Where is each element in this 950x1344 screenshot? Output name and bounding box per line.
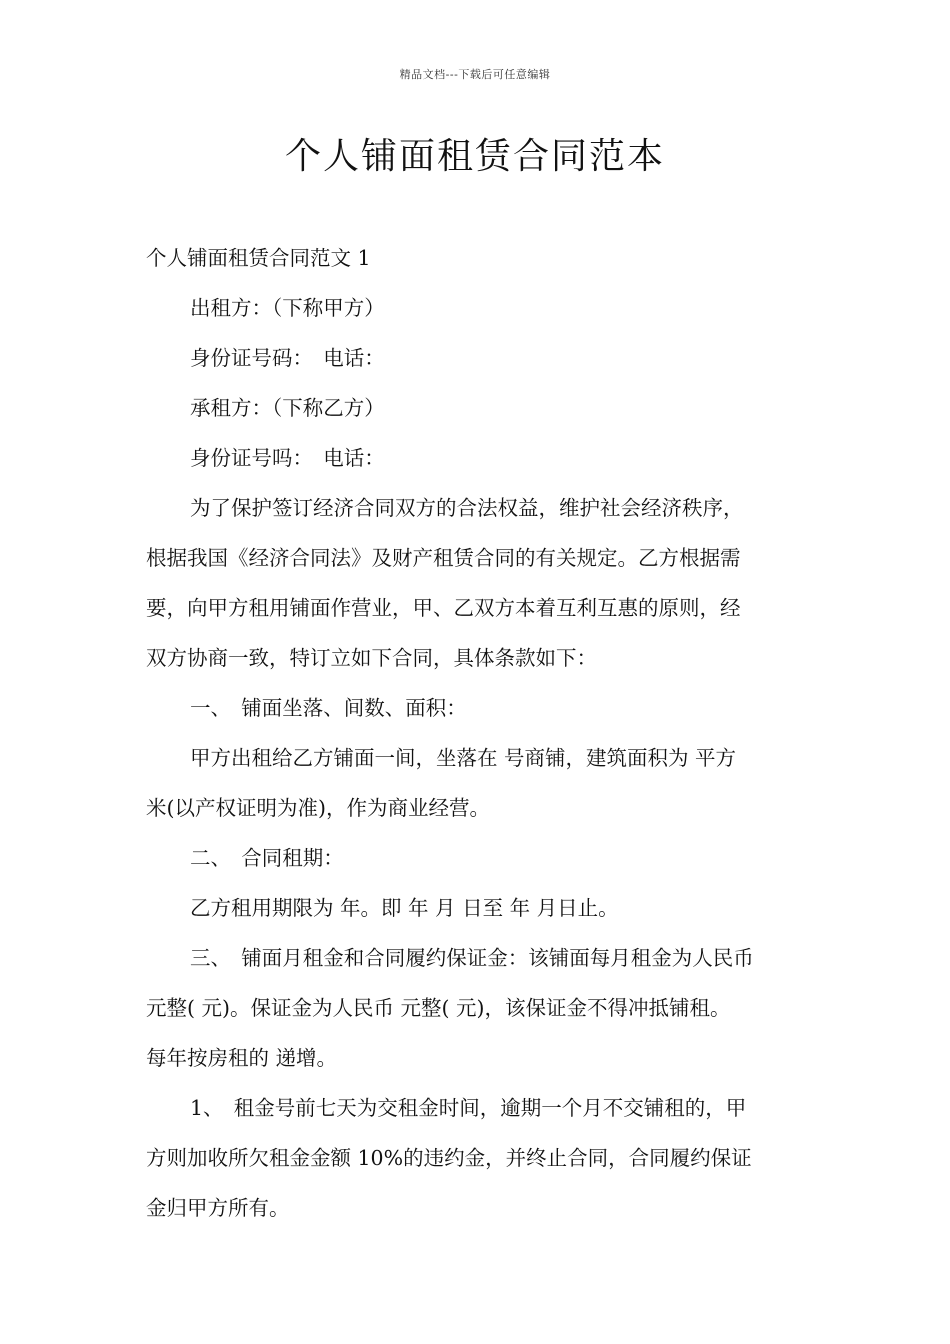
preamble-line: 要，向甲方租用铺面作营业，甲、乙双方本着互利互惠的原则，经 bbox=[146, 596, 741, 620]
sub-clause-text: 金归甲方所有。 bbox=[146, 1196, 290, 1220]
clause-text: 米(以产权证明为准)，作为商业经营。 bbox=[146, 796, 490, 820]
lessor-id-line: 身份证号码： 电话： bbox=[190, 346, 385, 370]
preamble-line: 根据我国《经济合同法》及财产租赁合同的有关规定。乙方根据需 bbox=[146, 546, 741, 570]
lessor-line: 出租方：（下称甲方） bbox=[190, 296, 385, 320]
lessee-id-line: 身份证号吗： 电话： bbox=[190, 446, 385, 470]
sub-clause-text: 1、 租金号前七天为交租金时间，逾期一个月不交铺租的，甲 bbox=[190, 1096, 747, 1120]
preamble-line: 双方协商一致，特订立如下合同，具体条款如下： bbox=[146, 646, 597, 670]
clause-heading: 三、 铺面月租金和合同履约保证金：该铺面每月租金为人民币 bbox=[190, 946, 754, 970]
document-body bbox=[146, 233, 808, 1233]
sub-clause-text: 方则加收所欠租金金额 10%的违约金，并终止合同，合同履约保证 bbox=[146, 1146, 752, 1170]
page-header: 精品文档---下载后可任意编辑 bbox=[399, 68, 551, 81]
section-heading: 个人铺面租赁合同范文 1 bbox=[146, 246, 371, 270]
document-title: 个人铺面租赁合同范本 bbox=[284, 136, 665, 177]
clause-text: 每年按房租的 递增。 bbox=[146, 1046, 338, 1070]
preamble-line: 为了保护签订经济合同双方的合法权益，维护社会经济秩序， bbox=[190, 496, 744, 520]
clause-text: 元整( 元)。保证金为人民币 元整( 元)，该保证金不得冲抵铺租。 bbox=[146, 996, 731, 1020]
clause-text: 乙方租用期限为 年。即 年 月 日至 年 月日止。 bbox=[190, 896, 619, 920]
clause-heading: 二、 合同租期： bbox=[190, 846, 344, 870]
clause-text: 甲方出租给乙方铺面一间，坐落在 号商铺，建筑面积为 平方 bbox=[190, 746, 737, 770]
clause-heading: 一、 铺面坐落、间数、面积： bbox=[190, 696, 467, 720]
lessee-line: 承租方：（下称乙方） bbox=[190, 396, 385, 420]
